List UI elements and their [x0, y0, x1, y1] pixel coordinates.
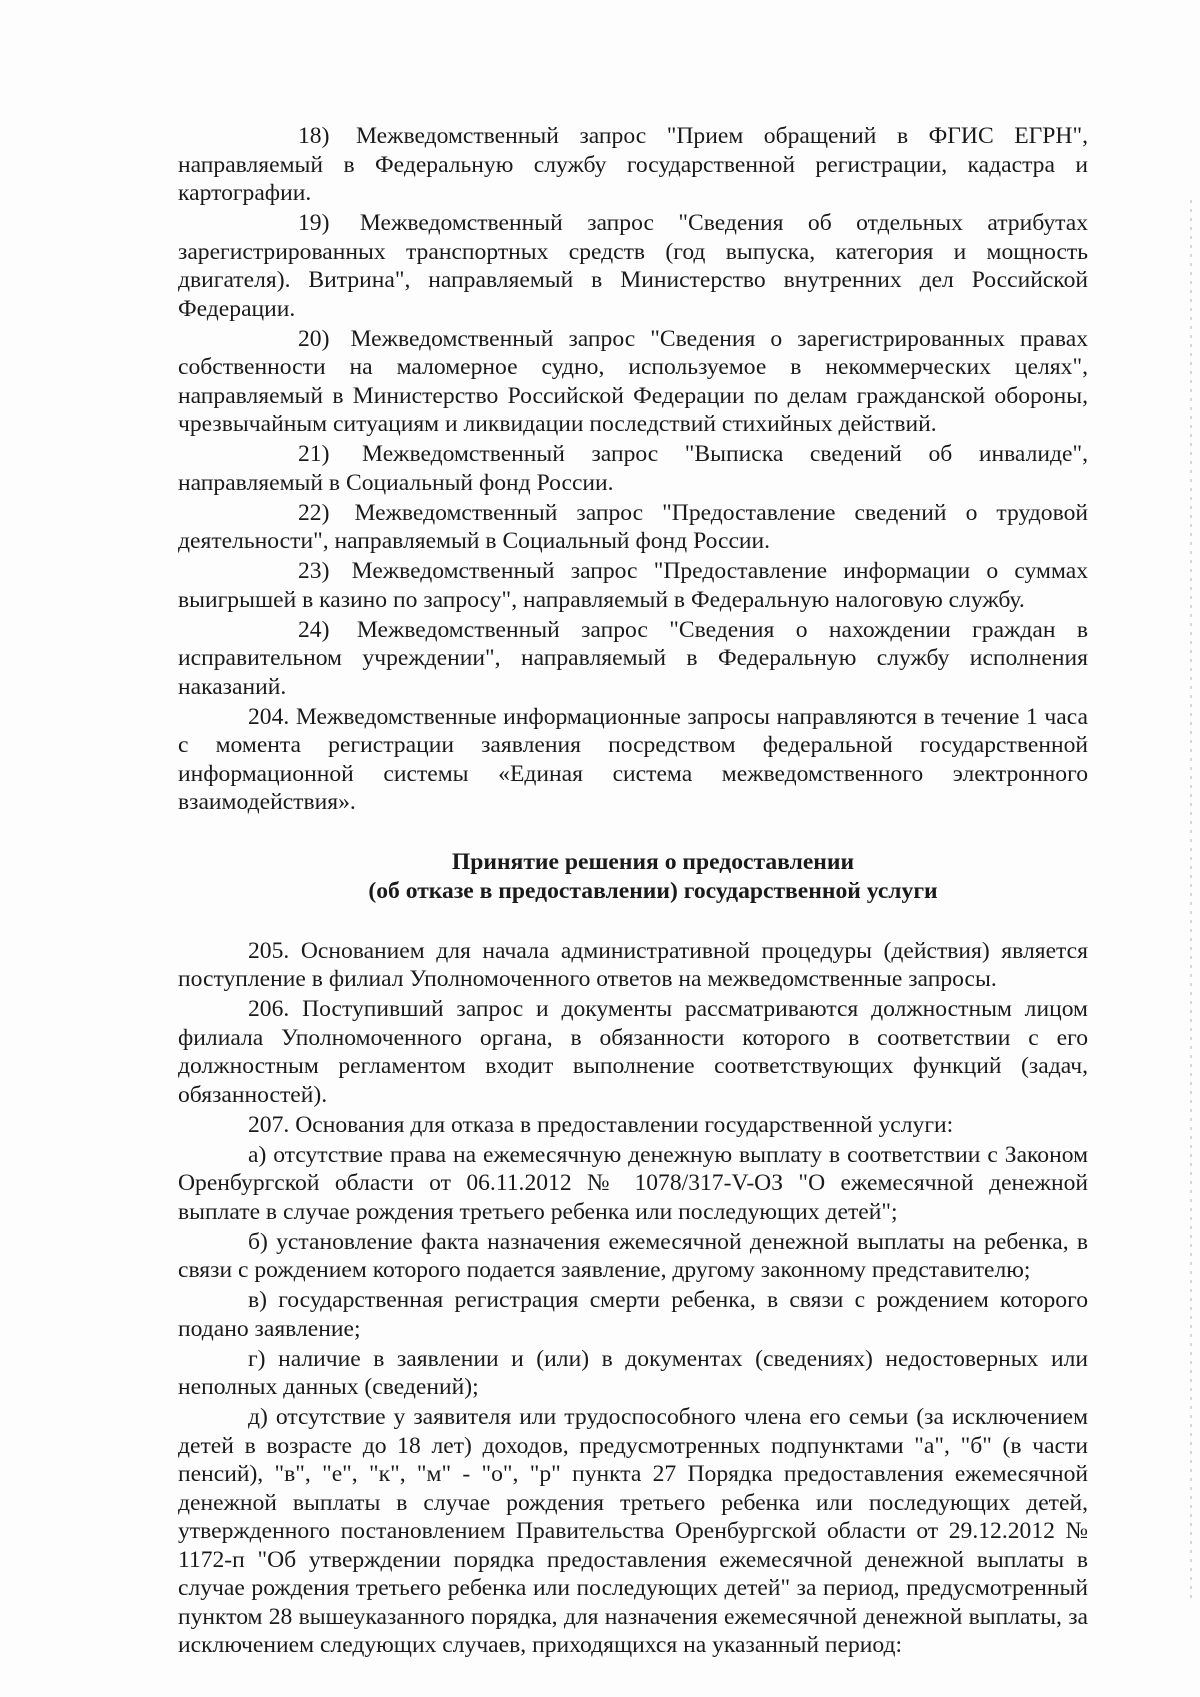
item-number: 22) [298, 499, 330, 526]
item-text: Межведомственный запрос "Выписка сведений об инвалиде", направляемый в Социальный фонд России. [178, 441, 1088, 496]
item-number: 24) [298, 616, 330, 643]
item-number: 20) [298, 325, 330, 352]
item-text: Межведомственный запрос "Предоставление информации о суммах выигрышей в казино по запросу", направляемый в Федеральную налоговую службу. [178, 558, 1089, 613]
paragraph-207: 207. Основания для отказа в предоставлении государственной услуги: [248, 1111, 954, 1138]
list-item-18 [178, 122, 1088, 208]
paragraph-206: 206. Поступивший запрос и документы рассматриваются должностным лицом филиала Уполномоченного органа, в обязанности которого в соответствии с его должностным регламентом входит выполнение соответствующих функций (задач, обязанностей). [178, 996, 1088, 1108]
paragraph-204: 204. Межведомственные информационные запросы направляются в течение 1 часа с момента регистрации заявления посредством федеральной государственной информационной системы «Единая система межведомственного электронного взаимодействия». [178, 703, 1088, 815]
list-item-21 [178, 440, 1088, 497]
list-item-24 [178, 616, 1088, 702]
item-number: 19) [298, 210, 330, 236]
item-text: Межведомственный запрос "Прием обращений в ФГИС ЕГРН", направляемый в Федеральную службу государственной регистрации, кадастра и картографии. [178, 123, 1088, 206]
sub-item-g: г) наличие в заявлении и (или) в документах (сведениях) недостоверных или неполных данных (сведений); [178, 1345, 1088, 1400]
item-text: Межведомственный запрос "Сведения об отдельных атрибутах зарегистрированных транспортных средств (год выпуска, категория и мощность двигателя). Витрина", направляемый в Министерство внутренних дел Российской Федерации. [178, 210, 1088, 322]
item-text: Межведомственный запрос "Предоставление сведений о трудовой деятельности", направляемый в Социальный фонд России. [178, 499, 1088, 554]
item-number: 18) [298, 123, 330, 149]
sub-item-a: а) отсутствие права на ежемесячную денежную выплату в соответствии с Законом Оренбургской области от 06.11.2012 № 1078/317-V-ОЗ "О ежемесячной денежной выплате в случае рождения третьего ребенка или последующих детей"; [178, 1141, 1088, 1225]
list-item-20 [178, 325, 1088, 439]
scan-edge-artifact [1190, 200, 1192, 1600]
item-text: Межведомственный запрос "Сведения о зарегистрированных правах собственности на маломерное судно, используемое в некоммерческих целях", направляемый в Министерство Российской Федерации по делам гражданской обороны, чрезвычайным ситуациям и ликвидации последствий стихийных действий. [178, 325, 1088, 437]
item-number: 23) [298, 558, 330, 584]
item-number: 21) [298, 441, 330, 467]
list-item-19 [178, 209, 1088, 323]
sub-item-v: в) государственная регистрация смерти ребенка, в связи с рождением которого подано заявление; [178, 1287, 1088, 1342]
list-item-23 [178, 557, 1088, 614]
item-text: Межведомственный запрос "Сведения о нахождении граждан в исправительном учреждении", направляемый в Федеральную службу исполнения наказаний. [178, 616, 1088, 700]
sub-item-b: б) установление факта назначения ежемесячной денежной выплаты на ребенка, в связи с рождением которого подается заявление, другому законному представителю; [178, 1228, 1088, 1283]
section-heading-line1: Принятие решения о предоставлении [451, 848, 855, 875]
sub-item-d: д) отсутствие у заявителя или трудоспособного члена его семьи (за исключением детей в возрасте до 18 лет) доходов, предусмотренных подпунктами "а", "б" (в части пенсий), "в", "е", "к", "м" - "о", "р" пункта 27 Порядка предоставления ежемесячной денежной выплаты в случае рождения третьего ребенка или последующих детей, утвержденного постановлением Правительства Оренбургской области от 29.12.2012 № 1172-п "Об утверждении порядка предоставления ежемесячной денежной выплаты в случае рождения третьего ребенка или последующих детей" за период, предусмотренный пунктом 28 вышеуказанного порядка, для назначения ежемесячной денежной выплаты, за исключением следующих случаев, приходящихся на указанный период: [178, 1404, 1088, 1658]
list-item-22 [178, 499, 1088, 556]
section-heading [178, 848, 1088, 906]
section-heading-line2: (об отказе в предоставлении) государственной услуги [368, 877, 938, 904]
paragraph-205: 205. Основанием для начала административной процедуры (действия) является поступление в филиал Уполномоченного ответов на межведомственные запросы. [178, 937, 1088, 992]
